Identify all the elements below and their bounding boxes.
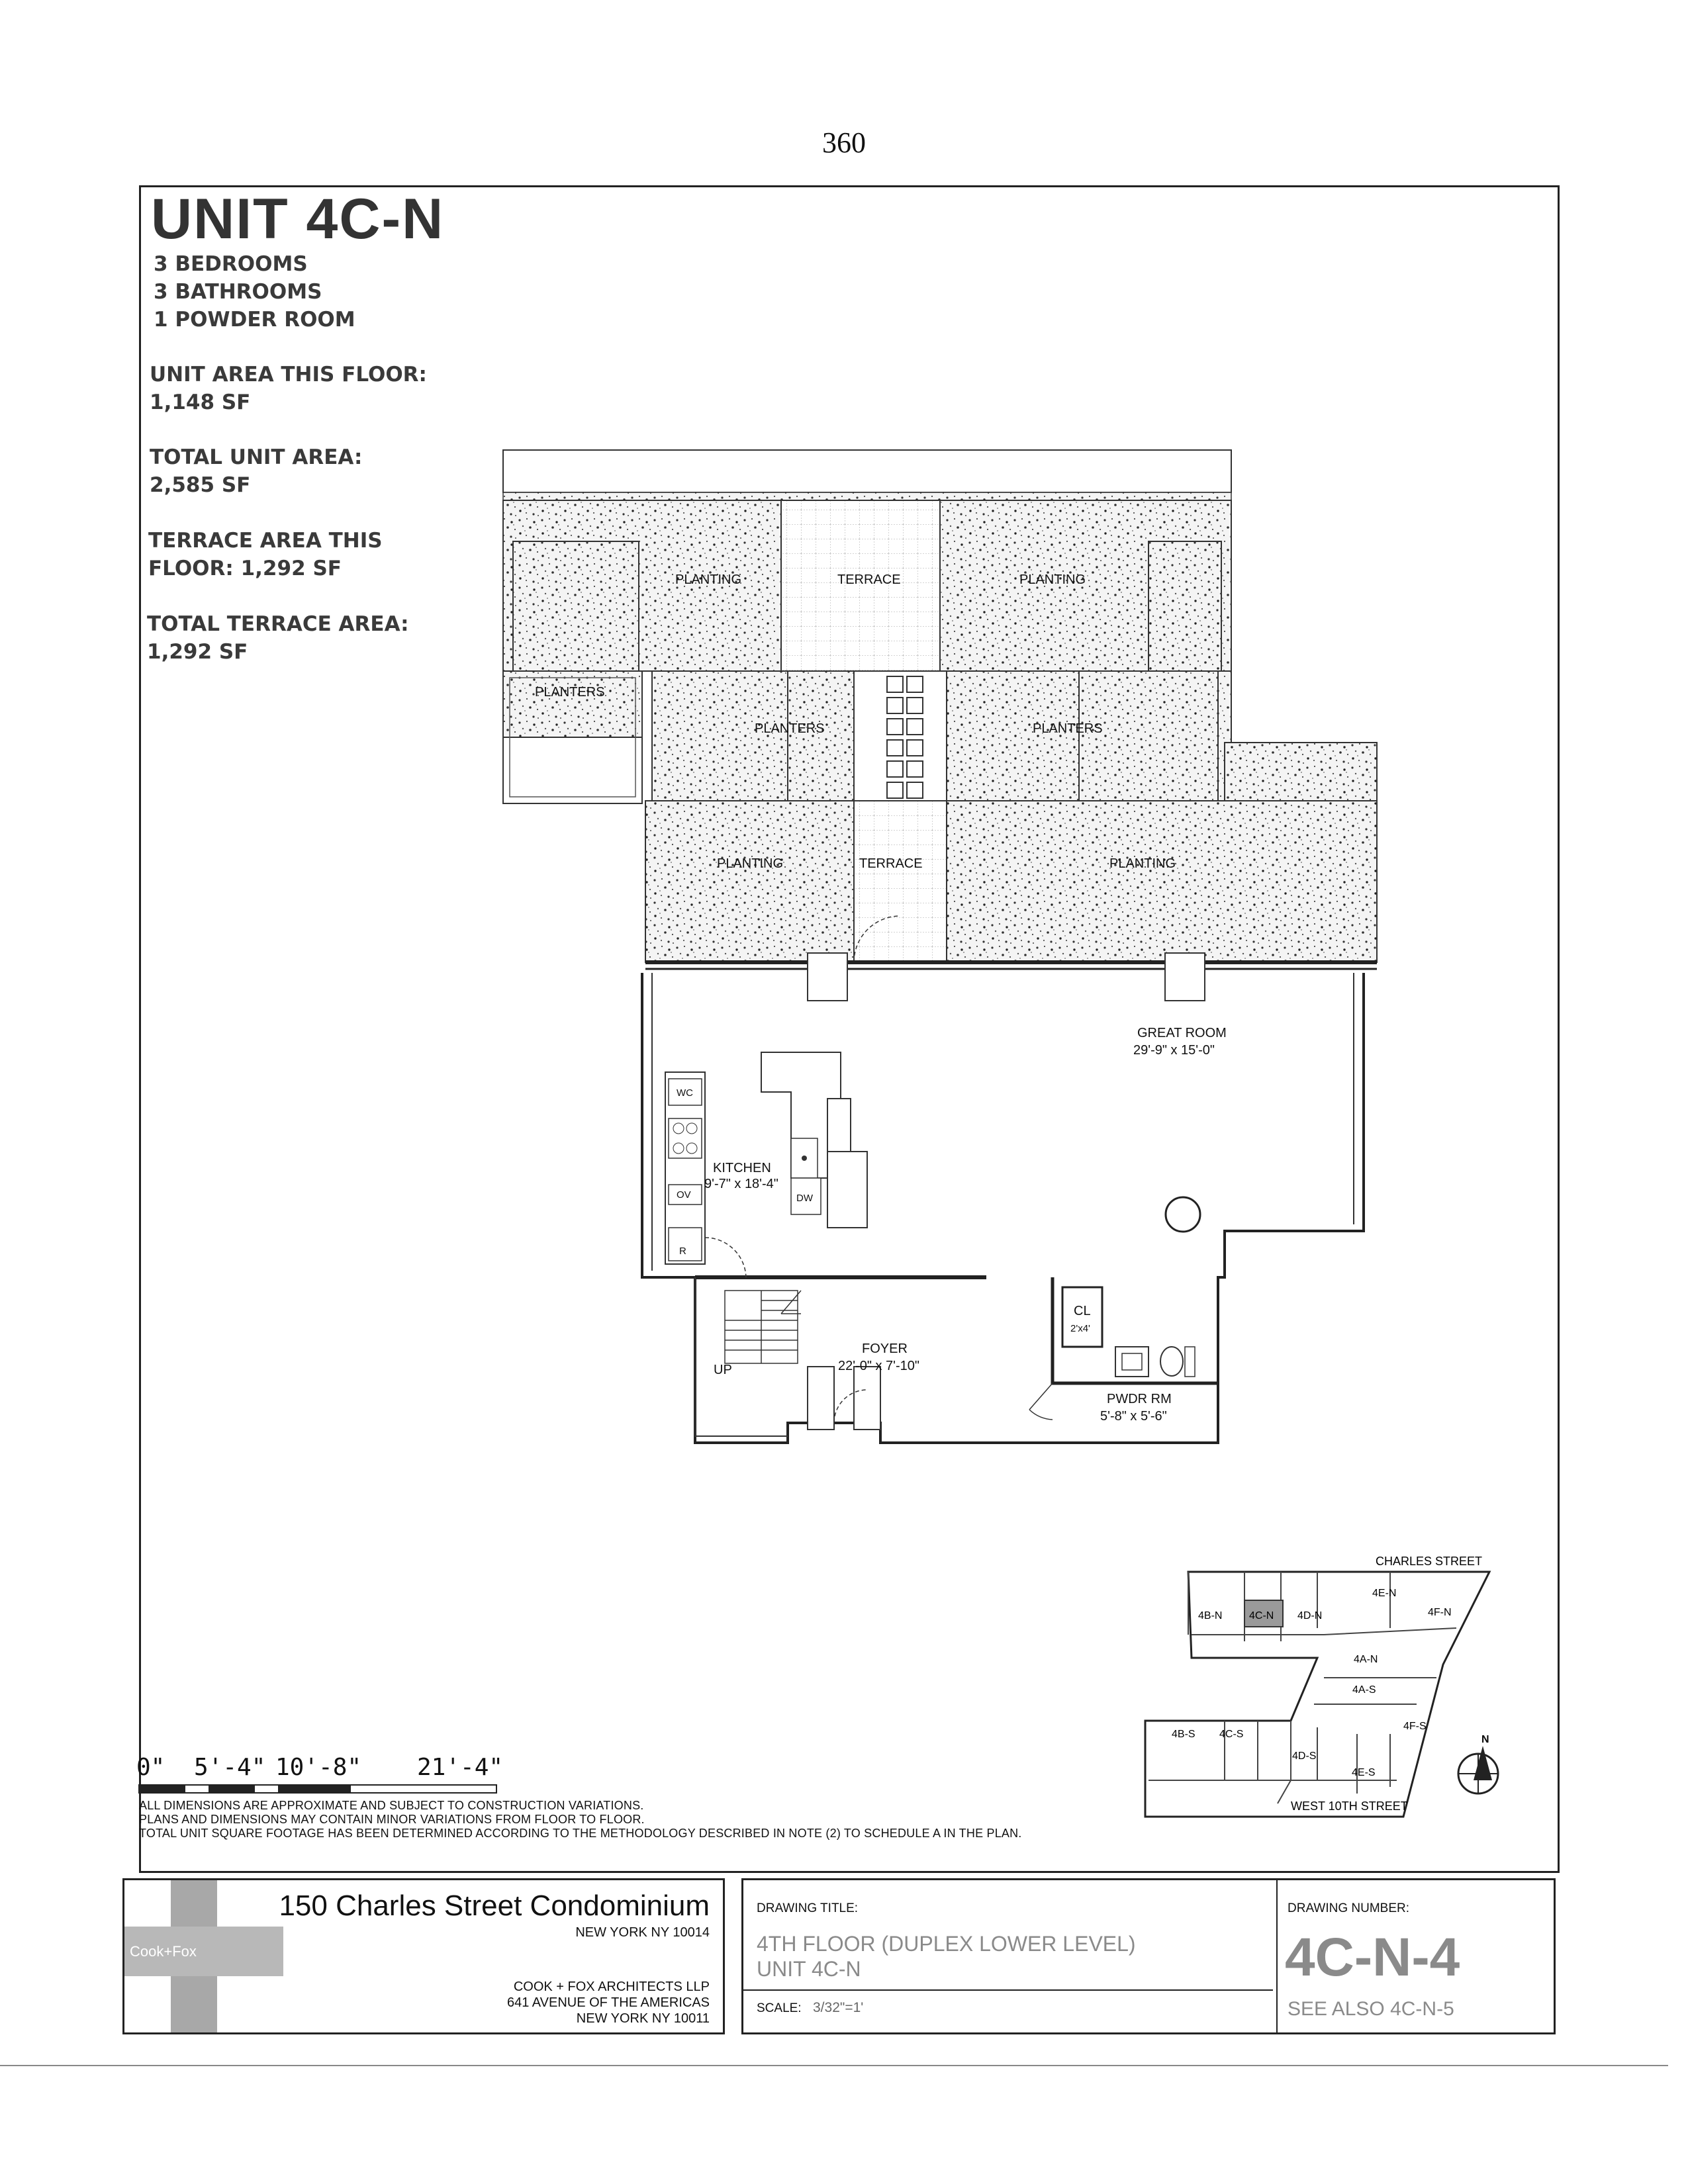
project-box [122, 1878, 725, 2034]
scale-label-1: 5'-4" [194, 1754, 266, 1781]
roof-edge [503, 450, 1231, 492]
toilet-tank-icon [1185, 1347, 1195, 1377]
column-round [1166, 1197, 1200, 1232]
label-great-room: GREAT ROOM [1137, 1026, 1227, 1040]
island-extension [827, 1152, 867, 1228]
north-label: N [1481, 1734, 1489, 1745]
planters-left [503, 671, 642, 737]
key-plan-4d-n: 4D-N [1297, 1610, 1323, 1621]
pwdr-door-swing [1029, 1383, 1053, 1420]
key-plan-4e-s: 4E-S [1352, 1767, 1376, 1778]
scale-divider [743, 1989, 1273, 1991]
label-dw: DW [796, 1193, 813, 1204]
unit-area-floor-label: UNIT AREA THIS FLOOR: [150, 363, 427, 387]
unit-area-floor-value: 1,148 SF [150, 390, 251, 414]
scale-label-3: 21'-4" [417, 1754, 504, 1781]
key-plan-4a-n: 4A-N [1354, 1654, 1378, 1665]
lower-planting-area [645, 801, 1377, 962]
drawing-info-box [741, 1878, 1556, 2034]
label-planting-lower-right: PLANTING [1109, 856, 1176, 871]
architect-city: NEW YORK NY 10011 [576, 2011, 710, 2026]
label-foyer: FOYER [862, 1342, 908, 1356]
key-plan-4c-s: 4C-S [1219, 1729, 1244, 1740]
north-arrow-icon [1458, 1734, 1498, 1794]
label-ov: OV [677, 1189, 691, 1201]
page-number: 360 [822, 126, 866, 159]
key-plan-4f-n: 4F-N [1428, 1607, 1452, 1618]
scale-bar [139, 1785, 496, 1793]
page-bottom-rule [0, 2065, 1668, 2066]
kitchen-door-swing [705, 1238, 746, 1279]
key-plan [1145, 1555, 1489, 1817]
project-city: NEW YORK NY 10014 [575, 1925, 710, 1940]
key-plan-4e-n: 4E-N [1372, 1588, 1397, 1599]
label-kitchen: KITCHEN [713, 1161, 771, 1175]
total-unit-area-value: 2,585 SF [150, 473, 251, 497]
bedrooms-text: 3 BEDROOMS [154, 252, 308, 276]
label-planters-left: PLANTERS [535, 685, 605, 700]
label-terrace-top: TERRACE [837, 572, 901, 587]
key-plan-4a-s: 4A-S [1352, 1684, 1376, 1696]
label-pwdr-dims: 5'-8" x 5'-6" [1100, 1409, 1167, 1424]
lower-terrace [854, 801, 947, 962]
island-stool-area [827, 1099, 851, 1152]
label-kitchen-dims: 9'-7" x 18'-4" [704, 1177, 778, 1191]
column-left [808, 953, 847, 1001]
label-terrace-lower: TERRACE [859, 856, 923, 871]
label-r: R [679, 1246, 686, 1257]
note-3: TOTAL UNIT SQUARE FOOTAGE HAS BEEN DETERMINED ACCORDING TO THE METHODOLOGY DESCRIBED IN NOTE (2) TO SCHEDULE A IN THE PLAN. [139, 1827, 1022, 1840]
project-name: 150 Charles Street Condominium [279, 1889, 710, 1922]
key-plan-4b-s: 4B-S [1172, 1729, 1196, 1740]
title-block [122, 1878, 1556, 2034]
label-foyer-dims: 22'-0" x 7'-10" [838, 1359, 920, 1373]
drawing-number-divider [1276, 1880, 1278, 2032]
label-planters-mid-right: PLANTERS [1033, 721, 1103, 736]
drawing-number: 4C-N-4 [1285, 1927, 1460, 1987]
scale-label-2: 10'-8" [275, 1754, 362, 1781]
label-planting-top-right: PLANTING [1019, 572, 1086, 587]
scale-label-0: 0" [136, 1754, 165, 1781]
drawing-title-line1: 4TH FLOOR (DUPLEX LOWER LEVEL) [757, 1932, 1136, 1956]
key-plan-street-top: CHARLES STREET [1376, 1555, 1483, 1568]
vanity-icon [1115, 1347, 1149, 1377]
stair [725, 1291, 801, 1363]
label-pwdr-rm: PWDR RM [1107, 1392, 1172, 1406]
cook-fox-logo: Cook+Fox [130, 1943, 197, 1960]
total-unit-area-label: TOTAL UNIT AREA: [150, 445, 363, 469]
key-plan-4d-s: 4D-S [1292, 1751, 1317, 1762]
entry-jamb-left [808, 1367, 834, 1430]
key-plan-4b-n: 4B-N [1198, 1610, 1223, 1621]
drawing-title-label: DRAWING TITLE: [757, 1901, 859, 1915]
scale-value: 3/32"=1' [813, 2000, 864, 2015]
terrace-area-floor-label2: FLOOR: 1,292 SF [148, 557, 342, 580]
see-also: SEE ALSO 4C-N-5 [1288, 1998, 1454, 2020]
foyer-wall-left [695, 1277, 788, 1436]
architect-address: 641 AVENUE OF THE AMERICAS [506, 1995, 710, 2010]
note-2: PLANS AND DIMENSIONS MAY CONTAIN MINOR VARIATIONS FROM FLOOR TO FLOOR. [139, 1813, 645, 1826]
label-cl: CL [1074, 1304, 1091, 1318]
label-great-room-dims: 29'-9" x 15'-0" [1133, 1043, 1215, 1058]
label-up: UP [714, 1363, 732, 1377]
right-planter-step [1225, 743, 1377, 801]
label-planting-top-left: PLANTING [675, 572, 742, 587]
wall-lines [652, 973, 1354, 1271]
label-planting-lower-left: PLANTING [717, 856, 784, 871]
total-terrace-area-value: 1,292 SF [147, 640, 248, 664]
label-cl-dims: 2'x4' [1070, 1323, 1090, 1334]
cooktop-icon [669, 1118, 702, 1158]
terrace-area-floor-label: TERRACE AREA THIS [148, 529, 383, 553]
sink-drain-icon [802, 1156, 807, 1161]
architect-name: COOK + FOX ARCHITECTS LLP [513, 1979, 710, 1994]
note-1: ALL DIMENSIONS ARE APPROXIMATE AND SUBJECT TO CONSTRUCTION VARIATIONS. [139, 1799, 644, 1812]
drawing-number-label: DRAWING NUMBER: [1288, 1901, 1410, 1915]
drawing-title-line2: UNIT 4C-N [757, 1957, 861, 1981]
total-terrace-area-label: TOTAL TERRACE AREA: [147, 612, 409, 636]
powder-room-text: 1 POWDER ROOM [154, 308, 355, 332]
roof-strip [503, 492, 1231, 500]
bathrooms-text: 3 BATHROOMS [154, 280, 322, 304]
scale-label: SCALE: [757, 2001, 802, 2015]
notes [139, 1799, 1022, 1841]
unit-outline [642, 973, 1364, 1443]
column-right [1165, 953, 1205, 1001]
key-plan-4f-s: 4F-S [1403, 1721, 1427, 1732]
toilet-icon [1160, 1347, 1183, 1376]
entry-jamb-right [854, 1367, 880, 1430]
key-plan-street-bottom: WEST 10TH STREET [1291, 1799, 1408, 1813]
unit-title: UNIT 4C-N [151, 187, 445, 251]
key-plan-4c-n: 4C-N [1249, 1610, 1274, 1621]
label-wc: WC [677, 1087, 693, 1099]
label-planters-mid-left: PLANTERS [755, 721, 825, 736]
